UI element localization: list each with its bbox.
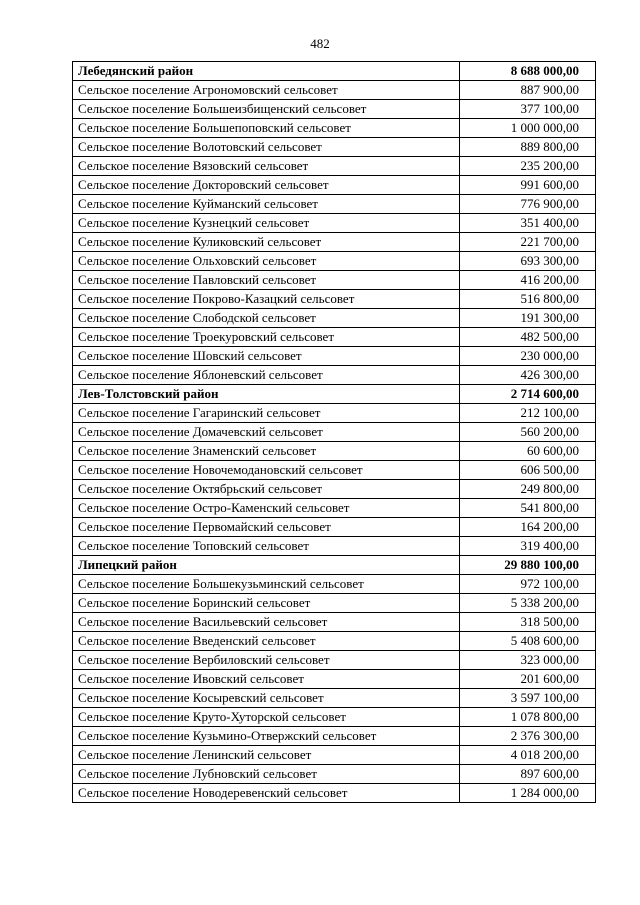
table-row [73, 727, 596, 746]
page-number: 482 [310, 36, 330, 51]
settlement-name-cell: Сельское поселение Покрово-Казацкий сельсовет [73, 290, 460, 309]
table-row [73, 499, 596, 518]
district-amount-cell: 29 880 100,00 [460, 556, 596, 575]
settlement-amount-cell: 221 700,00 [460, 233, 596, 252]
table-row [73, 100, 596, 119]
settlement-amount-cell: 776 900,00 [460, 195, 596, 214]
settlement-name-cell: Сельское поселение Боринский сельсовет [73, 594, 460, 613]
settlement-name-cell: Сельское поселение Ивовский сельсовет [73, 670, 460, 689]
settlement-name-cell: Сельское поселение Домачевский сельсовет [73, 423, 460, 442]
settlement-name-cell: Сельское поселение Большеизбищенский сельсовет [73, 100, 460, 119]
table-row [73, 81, 596, 100]
settlement-amount-cell: 60 600,00 [460, 442, 596, 461]
settlement-name-cell: Сельское поселение Слободской сельсовет [73, 309, 460, 328]
district-row [73, 62, 596, 81]
district-amount-cell: 8 688 000,00 [460, 62, 596, 81]
settlement-name-cell: Сельское поселение Агрономовский сельсовет [73, 81, 460, 100]
table-row [73, 784, 596, 803]
budget-table [72, 61, 596, 803]
table-row [73, 594, 596, 613]
settlement-amount-cell: 693 300,00 [460, 252, 596, 271]
settlement-name-cell: Сельское поселение Топовский сельсовет [73, 537, 460, 556]
settlement-amount-cell: 5 338 200,00 [460, 594, 596, 613]
settlement-amount-cell: 4 018 200,00 [460, 746, 596, 765]
settlement-amount-cell: 5 408 600,00 [460, 632, 596, 651]
settlement-amount-cell: 191 300,00 [460, 309, 596, 328]
settlement-name-cell: Сельское поселение Большепоповский сельсовет [73, 119, 460, 138]
settlement-name-cell: Сельское поселение Ленинский сельсовет [73, 746, 460, 765]
settlement-amount-cell: 887 900,00 [460, 81, 596, 100]
table-row [73, 195, 596, 214]
settlement-amount-cell: 972 100,00 [460, 575, 596, 594]
settlement-amount-cell: 323 000,00 [460, 651, 596, 670]
settlement-amount-cell: 377 100,00 [460, 100, 596, 119]
settlement-name-cell: Сельское поселение Косыревский сельсовет [73, 689, 460, 708]
settlement-name-cell: Сельское поселение Троекуровский сельсовет [73, 328, 460, 347]
settlement-amount-cell: 606 500,00 [460, 461, 596, 480]
settlement-amount-cell: 230 000,00 [460, 347, 596, 366]
settlement-name-cell: Сельское поселение Большекузьминский сельсовет [73, 575, 460, 594]
table-row [73, 537, 596, 556]
settlement-amount-cell: 1 284 000,00 [460, 784, 596, 803]
table-row [73, 765, 596, 784]
settlement-name-cell: Сельское поселение Яблоневский сельсовет [73, 366, 460, 385]
settlement-amount-cell: 351 400,00 [460, 214, 596, 233]
settlement-name-cell: Сельское поселение Новочемодановский сельсовет [73, 461, 460, 480]
district-name-cell: Липецкий район [73, 556, 460, 575]
table-row [73, 423, 596, 442]
district-row [73, 556, 596, 575]
table-row [73, 138, 596, 157]
settlement-amount-cell: 164 200,00 [460, 518, 596, 537]
table-row [73, 157, 596, 176]
table-row [73, 518, 596, 537]
settlement-name-cell: Сельское поселение Куйманский сельсовет [73, 195, 460, 214]
settlement-amount-cell: 1 078 800,00 [460, 708, 596, 727]
table-row [73, 119, 596, 138]
table-row [73, 480, 596, 499]
settlement-amount-cell: 1 000 000,00 [460, 119, 596, 138]
settlement-amount-cell: 318 500,00 [460, 613, 596, 632]
settlement-amount-cell: 426 300,00 [460, 366, 596, 385]
settlement-name-cell: Сельское поселение Шовский сельсовет [73, 347, 460, 366]
table-row [73, 366, 596, 385]
table-row [73, 214, 596, 233]
table-row [73, 670, 596, 689]
settlement-name-cell: Сельское поселение Лубновский сельсовет [73, 765, 460, 784]
table-row [73, 613, 596, 632]
settlement-name-cell: Сельское поселение Знаменский сельсовет [73, 442, 460, 461]
settlement-name-cell: Сельское поселение Остро-Каменский сельсовет [73, 499, 460, 518]
table-row [73, 746, 596, 765]
table-row [73, 271, 596, 290]
settlement-amount-cell: 2 376 300,00 [460, 727, 596, 746]
settlement-amount-cell: 516 800,00 [460, 290, 596, 309]
table-row [73, 651, 596, 670]
table-row [73, 347, 596, 366]
settlement-name-cell: Сельское поселение Круто-Хуторской сельсовет [73, 708, 460, 727]
settlement-amount-cell: 249 800,00 [460, 480, 596, 499]
settlement-name-cell: Сельское поселение Гагаринский сельсовет [73, 404, 460, 423]
settlement-name-cell: Сельское поселение Куликовский сельсовет [73, 233, 460, 252]
table-row [73, 404, 596, 423]
table-row [73, 176, 596, 195]
settlement-amount-cell: 212 100,00 [460, 404, 596, 423]
table-row [73, 461, 596, 480]
table-row [73, 708, 596, 727]
settlement-name-cell: Сельское поселение Первомайский сельсовет [73, 518, 460, 537]
settlement-name-cell: Сельское поселение Васильевский сельсовет [73, 613, 460, 632]
settlement-amount-cell: 416 200,00 [460, 271, 596, 290]
settlement-amount-cell: 235 200,00 [460, 157, 596, 176]
table-row [73, 442, 596, 461]
district-name-cell: Лев-Толстовский район [73, 385, 460, 404]
table-row [73, 328, 596, 347]
settlement-name-cell: Сельское поселение Ольховский сельсовет [73, 252, 460, 271]
settlement-name-cell: Сельское поселение Волотовский сельсовет [73, 138, 460, 157]
settlement-amount-cell: 991 600,00 [460, 176, 596, 195]
settlement-name-cell: Сельское поселение Кузнецкий сельсовет [73, 214, 460, 233]
settlement-name-cell: Сельское поселение Докторовский сельсовет [73, 176, 460, 195]
district-name-cell: Лебедянский район [73, 62, 460, 81]
table-row [73, 309, 596, 328]
settlement-amount-cell: 482 500,00 [460, 328, 596, 347]
settlement-amount-cell: 541 800,00 [460, 499, 596, 518]
district-amount-cell: 2 714 600,00 [460, 385, 596, 404]
settlement-name-cell: Сельское поселение Новодеревенский сельсовет [73, 784, 460, 803]
settlement-amount-cell: 889 800,00 [460, 138, 596, 157]
district-row [73, 385, 596, 404]
settlement-name-cell: Сельское поселение Кузьмино-Отвержский сельсовет [73, 727, 460, 746]
table-row [73, 290, 596, 309]
settlement-amount-cell: 560 200,00 [460, 423, 596, 442]
table-row [73, 252, 596, 271]
settlement-amount-cell: 201 600,00 [460, 670, 596, 689]
settlement-name-cell: Сельское поселение Введенский сельсовет [73, 632, 460, 651]
settlement-amount-cell: 319 400,00 [460, 537, 596, 556]
table-row [73, 575, 596, 594]
settlement-name-cell: Сельское поселение Вязовский сельсовет [73, 157, 460, 176]
settlement-name-cell: Сельское поселение Павловский сельсовет [73, 271, 460, 290]
settlement-amount-cell: 3 597 100,00 [460, 689, 596, 708]
table-row [73, 233, 596, 252]
table-body [73, 62, 596, 803]
settlement-name-cell: Сельское поселение Вербиловский сельсовет [73, 651, 460, 670]
settlement-amount-cell: 897 600,00 [460, 765, 596, 784]
settlement-name-cell: Сельское поселение Октябрьский сельсовет [73, 480, 460, 499]
table-row [73, 632, 596, 651]
table-row [73, 689, 596, 708]
